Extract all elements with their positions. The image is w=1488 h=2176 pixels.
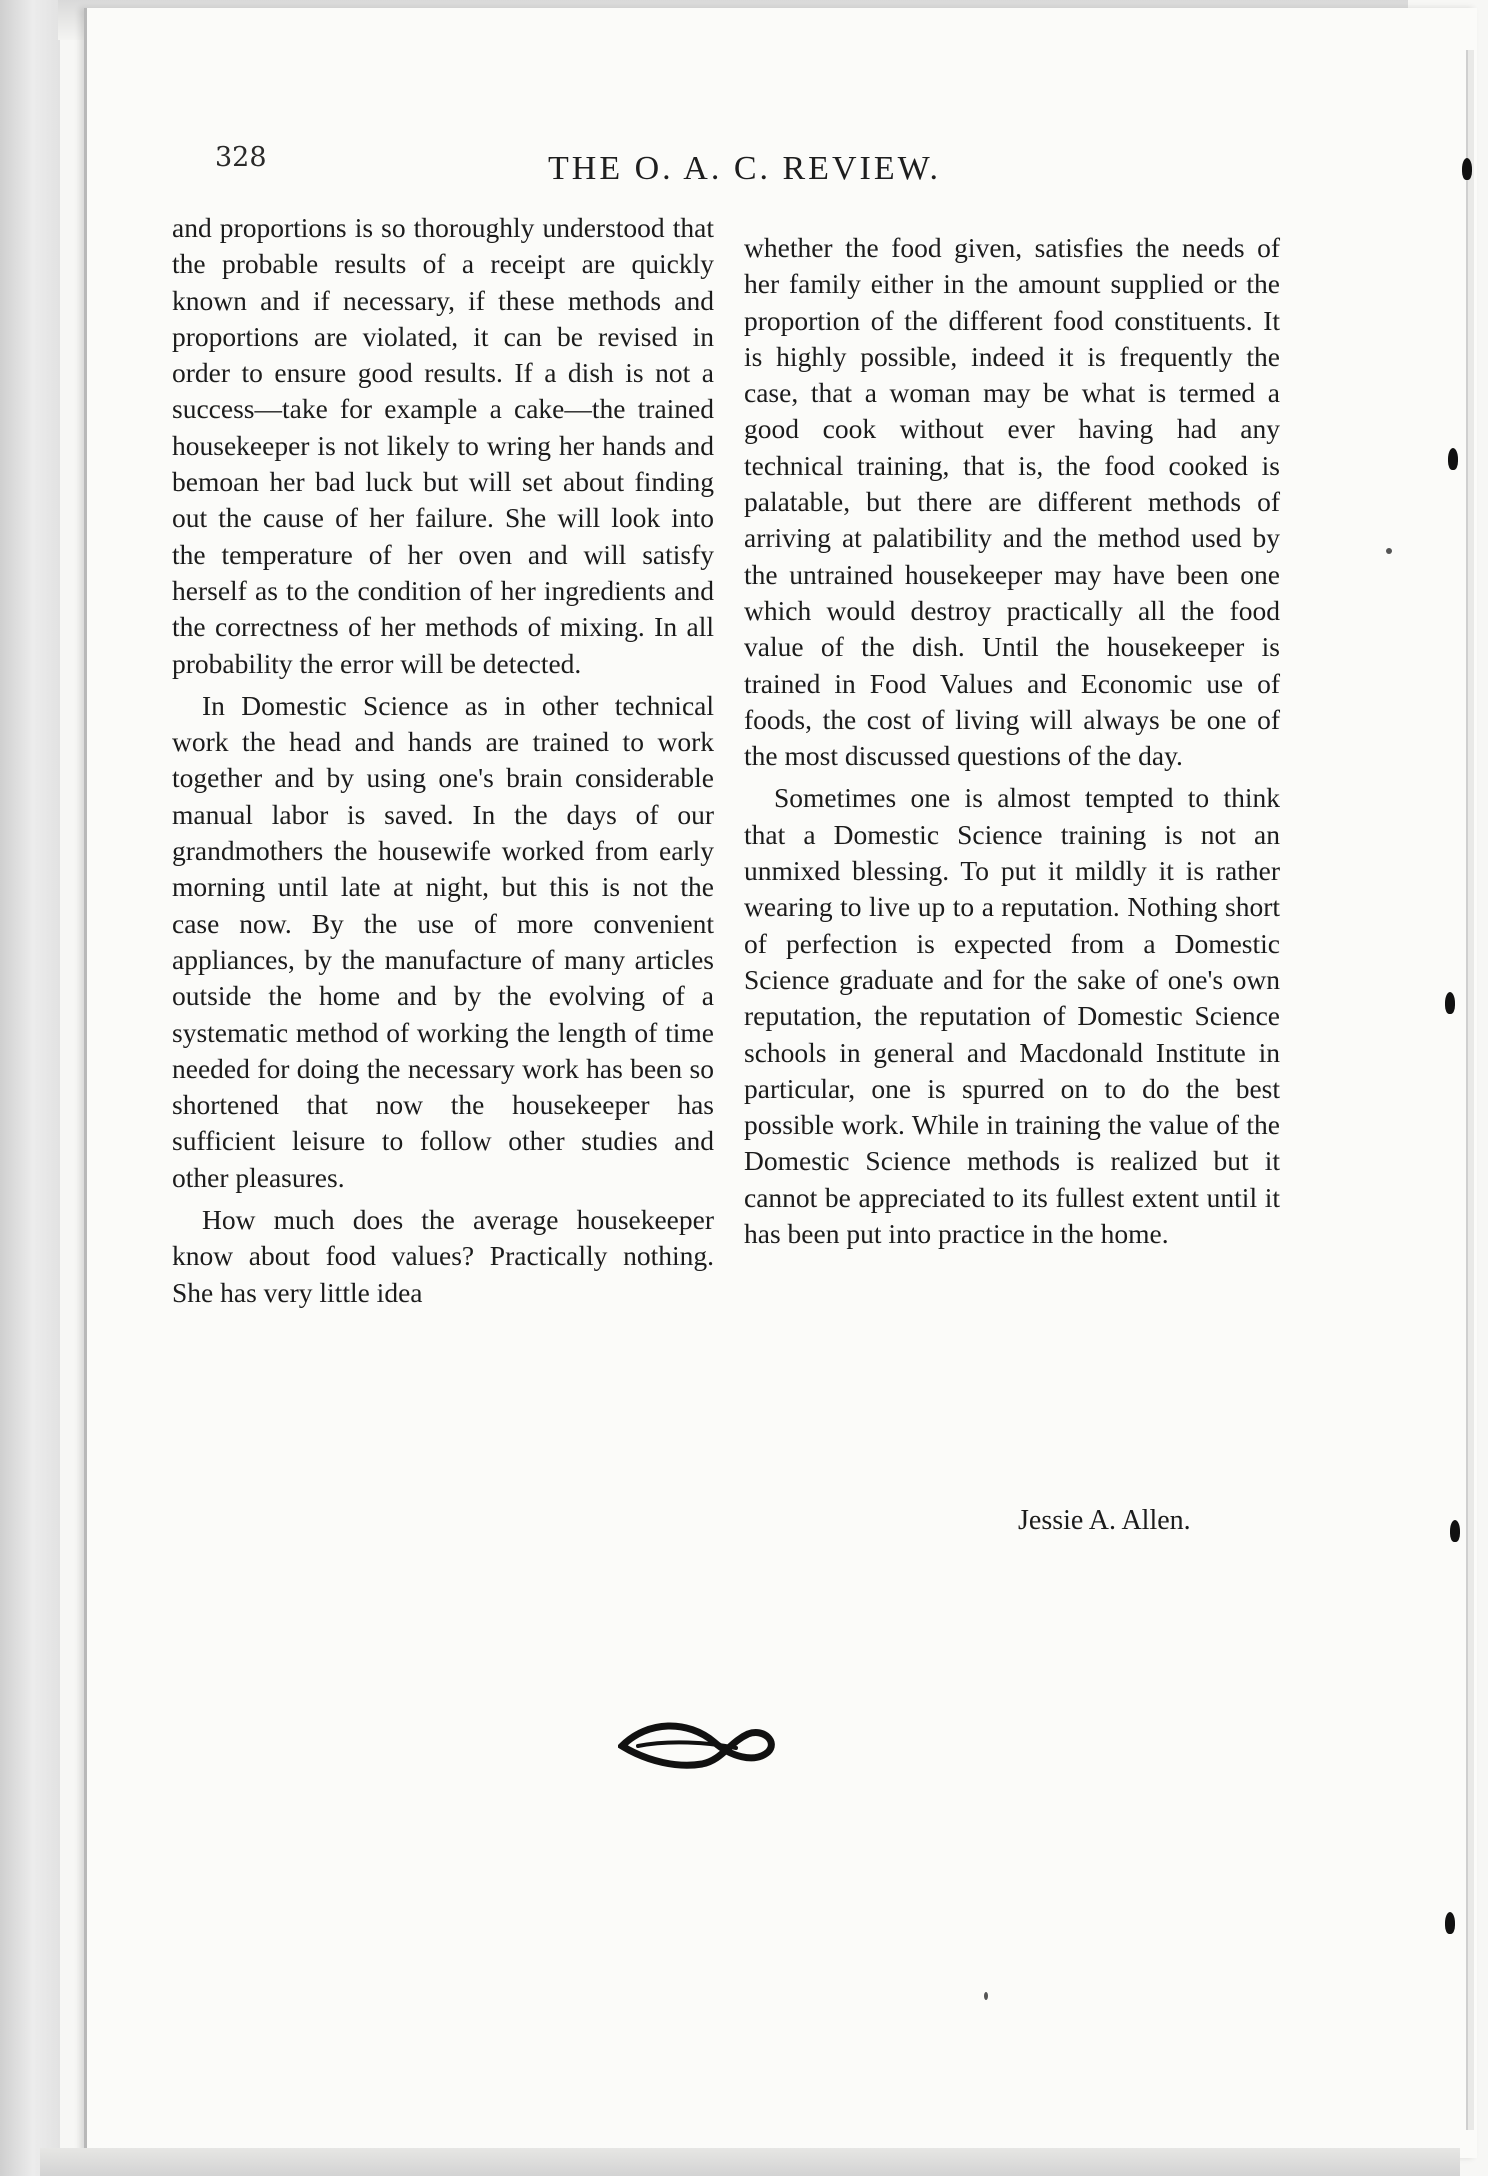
author-signature: Jessie A. Allen. (1018, 1505, 1191, 1536)
paragraph: How much does the average housekeeper know about food values? Practically nothing. She has very little idea (172, 1204, 714, 1308)
paragraph: In Domestic Science as in other technical work the head and hands are trained to work together and by using one's brain considerable manual labor is saved. In the days of our grandmothers the housewife worked from early morning until late at night, but this is not the case now. By the use of more convenient appliances, by the manufacture of many articles outside the home and by the evolving of a systematic method of working the length of time needed for doing the necessary work has been so shortened that now the housekeeper has sufficient leisure to follow other studies and other pleasures. (172, 689, 714, 1193)
running-title: THE O. A. C. REVIEW. (548, 150, 942, 187)
page-number: 328 (215, 142, 267, 173)
flourish-ornament-icon (618, 1712, 778, 1776)
paragraph: whether the food given, satisfies the needs of her family either in the amount supplied or the proportion of the different food constituents. It is highly possible, indeed it is frequently the case, that a woman may be what is termed a good cook without ever having had any technical training, that is, the food cooked is palatable, but there are different methods of arriving at palatibility and the method used by the untrained housekeeper may have been one which would destroy practically all the food value of the dish. Until the housekeeper is trained in Food Values and Economic use of foods, the cost of living will always be one of the most discussed questions of the day. (744, 232, 1280, 772)
left-column (172, 210, 714, 1311)
binding-mark (1450, 1520, 1460, 1542)
binding-mark (1462, 158, 1472, 180)
binding-mark (1448, 448, 1458, 470)
page-right-edge (1466, 50, 1474, 2130)
binding-mark (1445, 1912, 1455, 1934)
paragraph: Sometimes one is almost tempted to think that a Domestic Science training is not an unmixed blessing. To put it mildly it is rather wearing to live up to a reputation. Nothing short of perfection is expected from a Domestic Science graduate and for the sake of one's own reputation, the reputation of Domestic Science schools in general and Macdonald Institute in particular, one is spurred on to do the best possible work. While in training the value of the Domestic Science methods is realized but it cannot be appreciated to its fullest extent until it has been put into practice in the home. (744, 782, 1280, 1250)
book-left-edge (0, 0, 60, 2176)
book-bottom-edge (40, 2148, 1460, 2176)
paragraph: and proportions is so thoroughly understood that the probable results of a receipt are quickly known and if necessary, if these methods and proportions are violated, it can be revised in order to ensure good results. If a dish is not a success—take for example a cake—the trained housekeeper is not likely to wring her hands and bemoan her bad luck but will set about finding out the cause of her failure. She will look into the temperature of her oven and will satisfy herself as to the condition of her ingredients and the correctness of her methods of mixing. In all probability the error will be detected. (172, 212, 714, 679)
binding-mark (1445, 992, 1455, 1014)
ink-speck (984, 1992, 988, 2000)
ink-speck (1386, 548, 1392, 554)
right-column (744, 230, 1280, 1252)
